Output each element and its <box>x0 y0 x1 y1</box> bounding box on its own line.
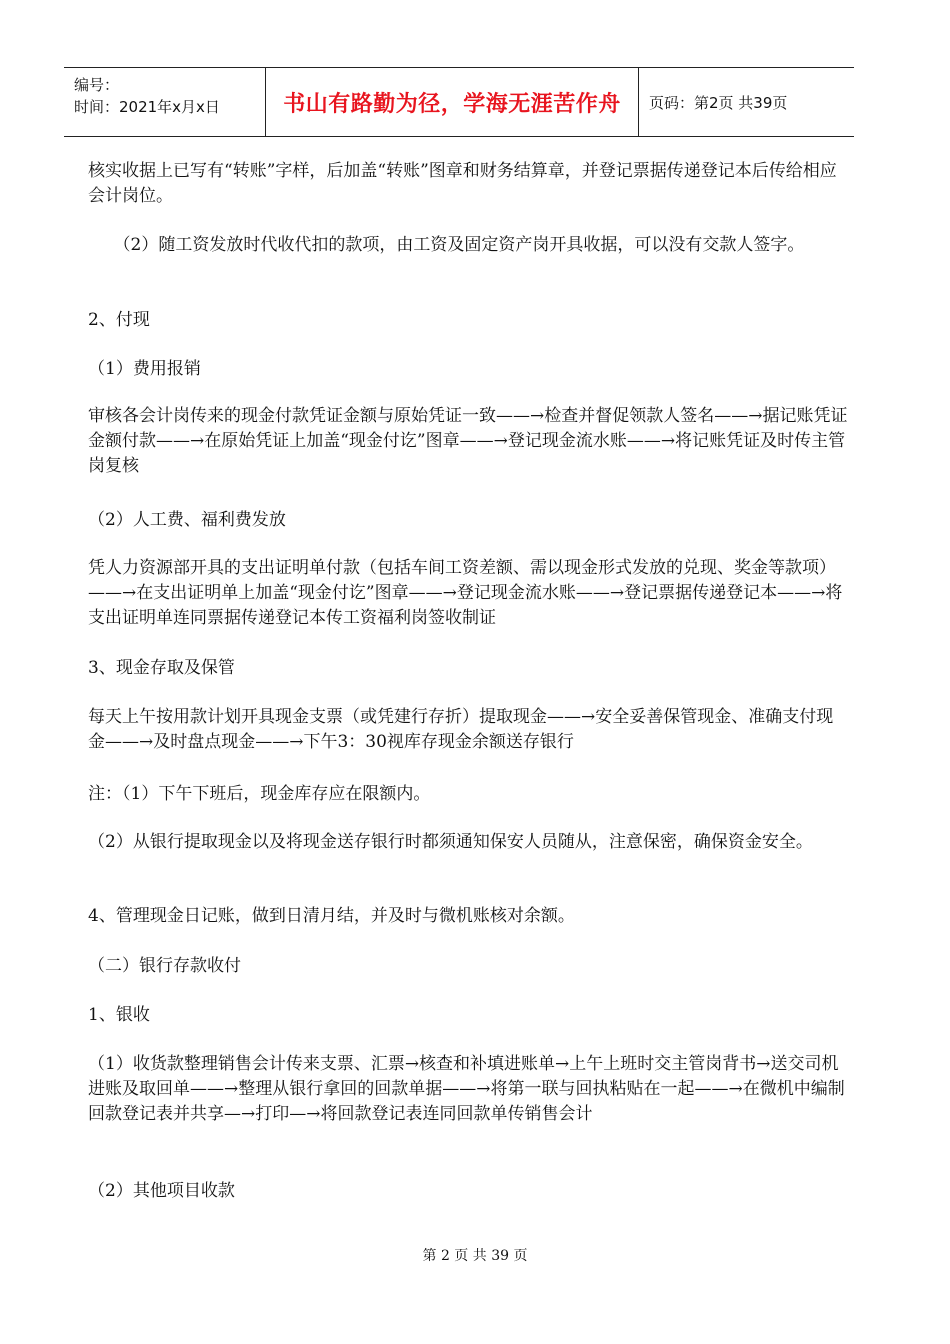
header-meta <box>64 68 265 136</box>
paragraph-1: 核实收据上已写有“转账”字样，后加盖“转账”图章和财务结算章，并登记票据传递登记本后传给相应会计岗位。 <box>88 161 837 206</box>
subheading-expense-reimbursement: （1）费用报销 <box>88 359 201 379</box>
paragraph-cash-storage-flow: 每天上午按用款计划开具现金支票（或凭建行存折）提取现金——→安全妥善保管现金、准确支付现金——→及时盘点现金——→下午3：30视库存现金余额送存银行 <box>88 707 834 752</box>
section-heading-bank-deposit: （二）银行存款收付 <box>88 956 241 976</box>
number-label: 编号： <box>74 76 120 94</box>
subheading-bank-receipt: 1、银收 <box>88 1005 150 1025</box>
note-1: 注：（1）下午下班后，现金库存应在限额内。 <box>88 784 431 804</box>
section-heading-cash-storage: 3、现金存取及保管 <box>88 658 235 678</box>
time-label: 时间：2021年x月x日 <box>74 98 220 116</box>
header-page-label: 页码：第2页 共39页 <box>649 93 788 112</box>
paragraph-labor-flow: 凭人力资源部开具的支出证明单付款（包括车间工资差额、需以现金形式发放的兑现、奖金等款项）——→在支出证明单上加盖“现金付讫”图章——→登记现金流水账——→登记票据传递登记本——→将支出证明单连同票据传递登记本传工资福利岗签收制证 <box>88 558 843 628</box>
paragraph-2: （2）随工资发放时代收代扣的款项，由工资及固定资产岗开具收据，可以没有交款人签字。 <box>88 235 805 255</box>
page-footer: 第 2 页 共 39 页 <box>422 1248 528 1264</box>
section-heading-pay-cash: 2、付现 <box>88 310 150 330</box>
subheading-other-receipts: （2）其他项目收款 <box>88 1181 235 1201</box>
subheading-labor-welfare: （2）人工费、福利费发放 <box>88 510 286 530</box>
section-heading-cash-journal: 4、管理现金日记账，做到日清月结，并及时与微机账核对余额。 <box>88 906 575 926</box>
paragraph-expense-flow: 审核各会计岗传来的现金付款凭证金额与原始凭证一致——→检查并督促领款人签名——→据记账凭证金额付款——→在原始凭证上加盖“现金付讫”图章——→登记现金流水账——→将记账凭证及时传主管岗复核 <box>88 406 848 476</box>
note-2: （2）从银行提取现金以及将现金送存银行时都须通知保安人员随从，注意保密，确保资金安全。 <box>88 832 813 852</box>
page-header <box>64 67 854 137</box>
header-motto: 书山有路勤为径，学海无涯苦作舟 <box>265 68 639 136</box>
paragraph-bank-receipt-flow: （1）收货款整理销售会计传来支票、汇票→核查和补填进账单→上午上班时交主管岗背书→送交司机进账及取回单——→整理从银行拿回的回款单据——→将第一联与回执粘贴在一起——→在微机中编制回款登记表并共享—→打印—→将回款登记表连同回款单传销售会计 <box>88 1054 845 1124</box>
